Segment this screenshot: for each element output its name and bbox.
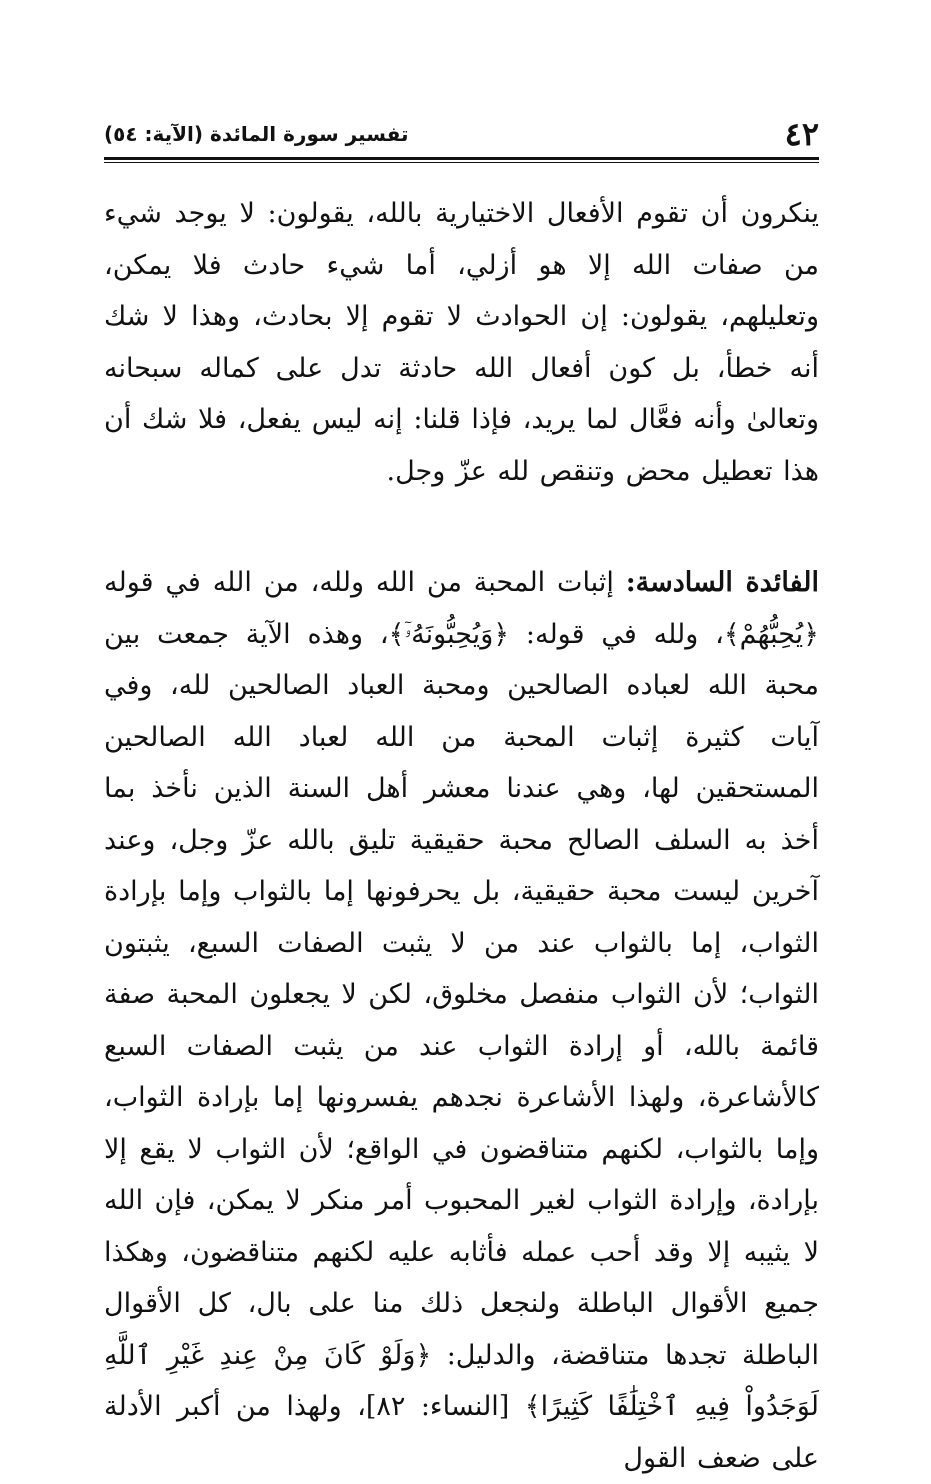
page-number: ٤٢ [784,115,819,153]
page-header [104,112,819,152]
running-title: تفسير سورة المائدة (الآية: ٥٤) [104,122,409,146]
paragraph-text: إثبات المحبة من الله ولله، من الله في قوله ﴿يُحِبُّهُمْ﴾، ولله في قوله: ﴿وَيُحِبُّونَهُۥٓ﴾، وهذه الآية جمعت بين محبة الله لعباده الصالحين ومحبة العباد الصالحين لله، وفي آيات كثيرة إثبات المحبة من الله لعباد الله الصالحين المستحقين لها، وهي عندنا معشر أهل السنة الذين نأخذ بما أخذ به السلف الصالح محبة حقيقية تليق بالله عزّ وجل، وعند آخرين ليست محبة حقيقية، بل يحرفونها إما بالثواب وإما بإرادة الثواب، إما بالثواب عند من لا يثبت الصفات السبع، يثبتون الثواب؛ لأن الثواب منفصل مخلوق، لكن لا يجعلون المحبة صفة قائمة بالله، أو إرادة الثواب عند من يثبت الصفات السبع كالأشاعرة، ولهذا الأشاعرة نجدهم يفسرونها إما بإرادة الثواب، وإما بالثواب، لكنهم متناقضون في الواقع؛ لأن الثواب لا يقع إلا بإرادة، وإرادة الثواب لغير المحبوب أمر منكر لا يمكن، فإن الله لا يثيبه إلا وقد أحب عمله فأثابه عليه لكنهم متناقضون، وهكذا جميع الأقوال الباطلة ولنجعل ذلك منا على بال، كل الأقوال الباطلة تجدها متناقضة، والدليل: ﴿وَلَوْ كَانَ مِنْ عِندِ غَيْرِ ٱللَّهِ لَوَجَدُواْ فِيهِ ٱخْتِلَٰفًا كَثِيرًا﴾ [النساء: ٨٢]، ولهذا من أكبر الأدلة على ضعف القول [104,567,819,1474]
paragraph-lead-sixth-benefit: الفائدة السادسة: [625,567,819,598]
header-rule-thin [104,162,819,163]
paragraph-1 [104,188,819,497]
paragraph-text: ينكرون أن تقوم الأفعال الاختيارية بالله، يقولون: لا يوجد شيء من صفات الله إلا هو أزلي، أما شيء حادث فلا يمكن، وتعليلهم، يقولون: إن الحوادث لا تقوم إلا بحادث، وهذا لا شك أنه خطأ، بل كون أفعال الله حادثة تدل على كماله سبحانه وتعالىٰ وأنه فعَّال لما يريد، فإذا قلنا: إنه ليس يفعل، فلا شك أن هذا تعطيل محض وتنقص لله عزّ وجل. [104,198,819,487]
header-rule-thick [104,157,819,160]
body-text [104,188,819,1484]
paragraph-2 [104,557,819,1484]
paragraph-gap [104,497,819,557]
